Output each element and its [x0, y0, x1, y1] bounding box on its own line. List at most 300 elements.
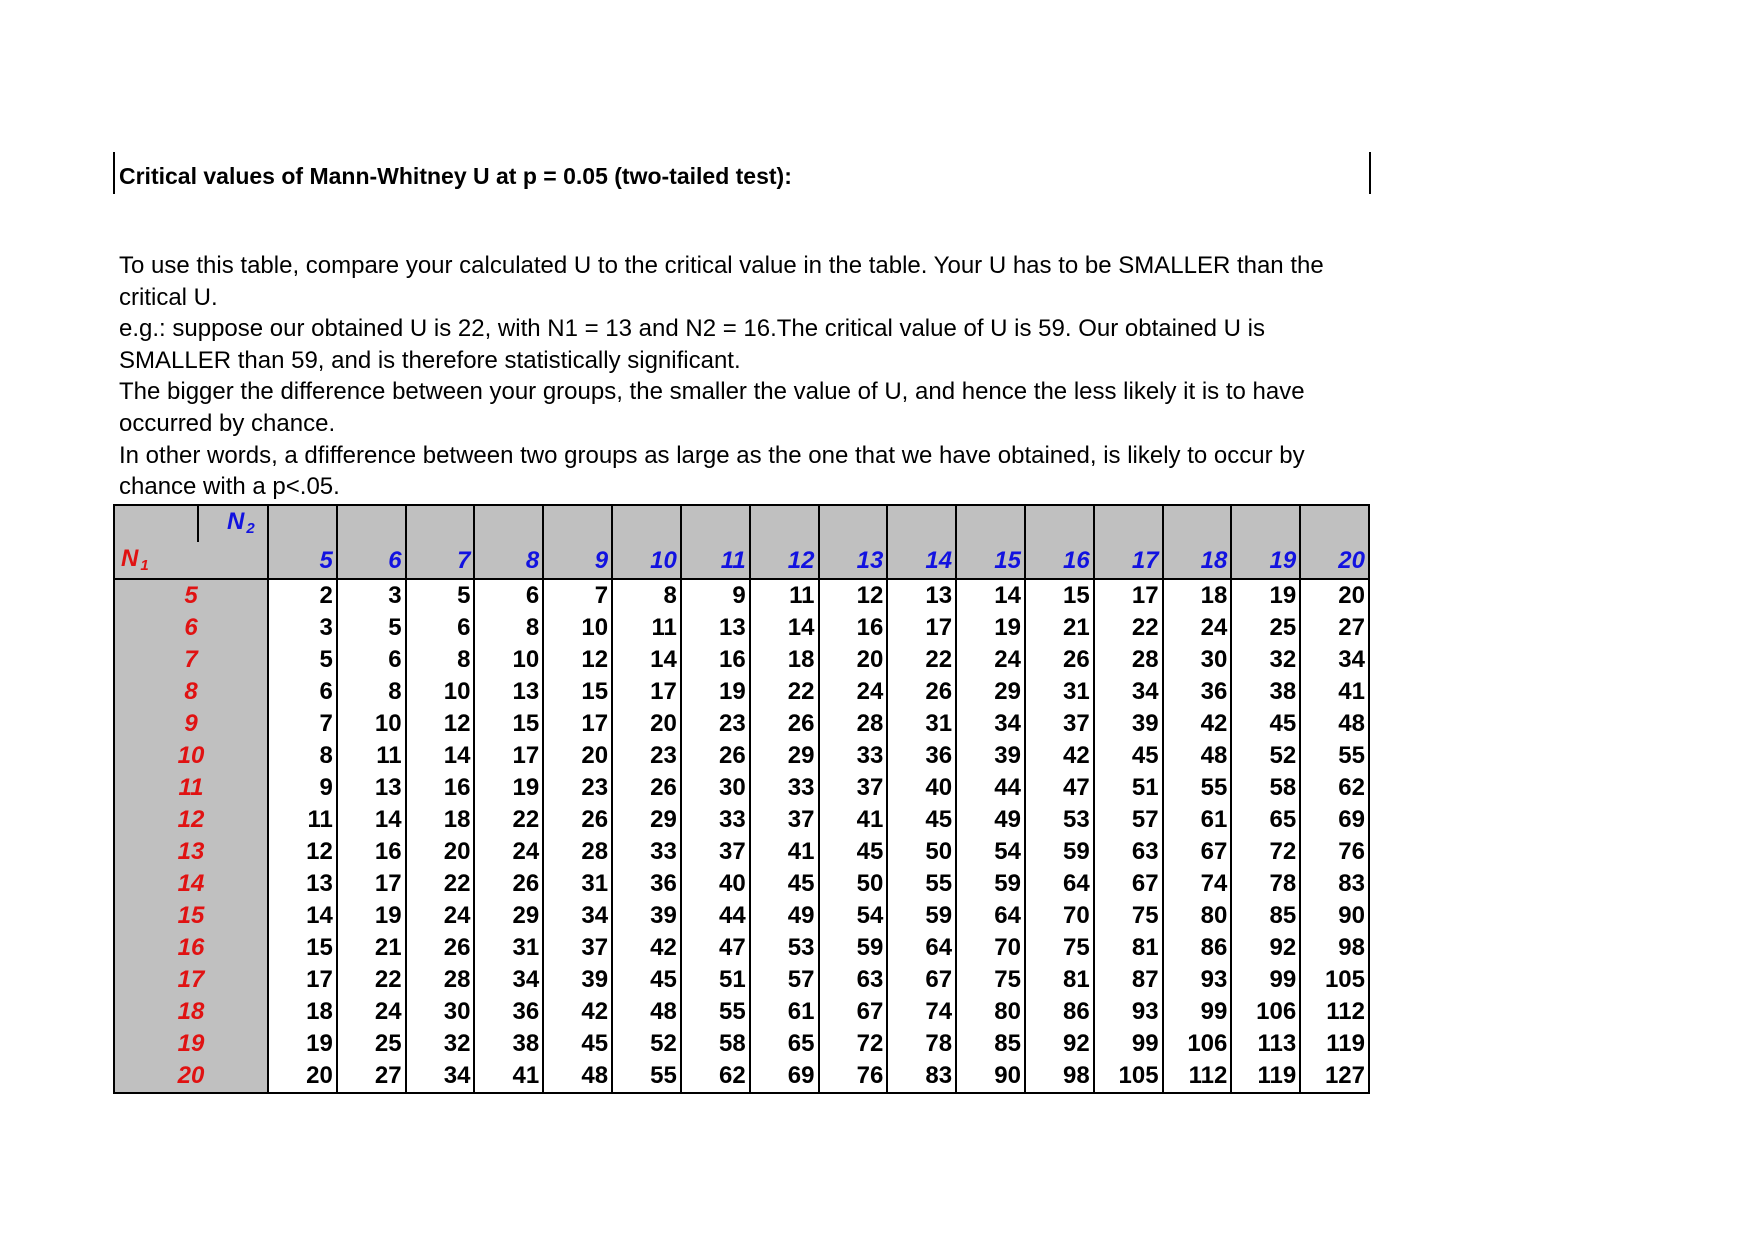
critical-value-cell: 31 — [474, 932, 543, 964]
critical-value-cell: 69 — [750, 1060, 819, 1093]
critical-value-cell: 8 — [337, 676, 406, 708]
critical-value-cell: 45 — [750, 868, 819, 900]
critical-value-cell: 48 — [543, 1060, 612, 1093]
critical-value-cell: 80 — [956, 996, 1025, 1028]
critical-value-cell: 7 — [543, 579, 612, 612]
critical-value-cell: 93 — [1094, 996, 1163, 1028]
critical-value-cell: 54 — [956, 836, 1025, 868]
column-header-n2: 18 — [1163, 505, 1232, 579]
critical-value-cell: 106 — [1231, 996, 1300, 1028]
table-row — [114, 644, 1369, 676]
critical-value-cell: 54 — [819, 900, 888, 932]
critical-value-cell: 44 — [681, 900, 750, 932]
critical-values-table — [113, 504, 1370, 1094]
critical-value-cell: 86 — [1163, 932, 1232, 964]
critical-value-cell: 59 — [819, 932, 888, 964]
critical-value-cell: 31 — [543, 868, 612, 900]
critical-value-cell: 5 — [337, 612, 406, 644]
critical-value-cell: 18 — [750, 644, 819, 676]
critical-value-cell: 112 — [1163, 1060, 1232, 1093]
row-header-n1: 5 — [114, 579, 268, 612]
critical-value-cell: 119 — [1231, 1060, 1300, 1093]
critical-value-cell: 15 — [543, 676, 612, 708]
critical-value-cell: 119 — [1300, 1028, 1369, 1060]
row-header-n1: 13 — [114, 836, 268, 868]
critical-value-cell: 34 — [956, 708, 1025, 740]
critical-value-cell: 23 — [681, 708, 750, 740]
critical-value-cell: 52 — [612, 1028, 681, 1060]
critical-value-cell: 65 — [750, 1028, 819, 1060]
critical-value-cell: 11 — [750, 579, 819, 612]
critical-value-cell: 90 — [956, 1060, 1025, 1093]
critical-value-cell: 63 — [1094, 836, 1163, 868]
critical-value-cell: 31 — [887, 708, 956, 740]
table-row — [114, 1028, 1369, 1060]
column-header-n2: 16 — [1025, 505, 1094, 579]
critical-value-cell: 26 — [474, 868, 543, 900]
critical-value-cell: 18 — [1163, 579, 1232, 612]
critical-value-cell: 26 — [543, 804, 612, 836]
critical-value-cell: 14 — [268, 900, 337, 932]
critical-value-cell: 10 — [474, 644, 543, 676]
critical-value-cell: 22 — [337, 964, 406, 996]
critical-value-cell: 59 — [1025, 836, 1094, 868]
critical-value-cell: 30 — [1163, 644, 1232, 676]
critical-value-cell: 14 — [406, 740, 475, 772]
critical-value-cell: 41 — [1300, 676, 1369, 708]
page-title: Critical values of Mann-Whitney U at p = 0.05 (two-tailed test): — [119, 163, 792, 189]
table-row — [114, 996, 1369, 1028]
critical-value-cell: 24 — [956, 644, 1025, 676]
critical-value-cell: 42 — [612, 932, 681, 964]
critical-value-cell: 62 — [681, 1060, 750, 1093]
critical-value-cell: 127 — [1300, 1060, 1369, 1093]
critical-value-cell: 67 — [887, 964, 956, 996]
row-header-n1: 19 — [114, 1028, 268, 1060]
critical-value-cell: 26 — [1025, 644, 1094, 676]
critical-value-cell: 98 — [1300, 932, 1369, 964]
critical-value-cell: 41 — [750, 836, 819, 868]
table-row — [114, 836, 1369, 868]
critical-value-cell: 67 — [1094, 868, 1163, 900]
critical-value-cell: 25 — [1231, 612, 1300, 644]
critical-value-cell: 28 — [543, 836, 612, 868]
critical-value-cell: 75 — [956, 964, 1025, 996]
critical-value-cell: 55 — [887, 868, 956, 900]
row-header-n1: 20 — [114, 1060, 268, 1093]
critical-value-cell: 72 — [1231, 836, 1300, 868]
critical-value-cell: 70 — [956, 932, 1025, 964]
critical-value-cell: 9 — [268, 772, 337, 804]
critical-value-cell: 32 — [1231, 644, 1300, 676]
critical-value-cell: 19 — [474, 772, 543, 804]
critical-value-cell: 17 — [543, 708, 612, 740]
critical-value-cell: 24 — [337, 996, 406, 1028]
critical-value-cell: 24 — [1163, 612, 1232, 644]
critical-value-cell: 42 — [1163, 708, 1232, 740]
row-header-n1: 9 — [114, 708, 268, 740]
critical-value-cell: 39 — [543, 964, 612, 996]
critical-value-cell: 85 — [1231, 900, 1300, 932]
critical-value-cell: 12 — [543, 644, 612, 676]
critical-value-cell: 15 — [474, 708, 543, 740]
critical-value-cell: 47 — [1025, 772, 1094, 804]
critical-value-cell: 30 — [406, 996, 475, 1028]
critical-value-cell: 33 — [612, 836, 681, 868]
instruction-paragraph: The bigger the difference between your groups, the smaller the value of U, and hence the less likely it is to have occurred by chance. — [119, 378, 1305, 437]
critical-value-cell: 17 — [474, 740, 543, 772]
critical-value-cell: 86 — [1025, 996, 1094, 1028]
column-header-n2: 13 — [819, 505, 888, 579]
critical-value-cell: 45 — [819, 836, 888, 868]
critical-value-cell: 75 — [1025, 932, 1094, 964]
critical-value-cell: 65 — [1231, 804, 1300, 836]
critical-value-cell: 29 — [612, 804, 681, 836]
critical-value-cell: 50 — [887, 836, 956, 868]
critical-value-cell: 8 — [474, 612, 543, 644]
critical-value-cell: 92 — [1025, 1028, 1094, 1060]
critical-value-cell: 17 — [337, 868, 406, 900]
critical-value-cell: 53 — [750, 932, 819, 964]
critical-value-cell: 12 — [268, 836, 337, 868]
instruction-paragraph: To use this table, compare your calculated U to the critical value in the table. Your U has to be SMALLER than the critical U. — [119, 252, 1324, 311]
critical-value-cell: 22 — [750, 676, 819, 708]
critical-value-cell: 83 — [887, 1060, 956, 1093]
critical-value-cell: 9 — [681, 579, 750, 612]
critical-value-cell: 83 — [1300, 868, 1369, 900]
critical-value-cell: 55 — [1163, 772, 1232, 804]
instruction-paragraph: e.g.: suppose our obtained U is 22, with N1 = 13 and N2 = 16.The critical value of U is 59. Our obtained U is SMALLER than 59, and is therefore statistically significant. — [119, 315, 1265, 374]
critical-value-cell: 75 — [1094, 900, 1163, 932]
table-row — [114, 708, 1369, 740]
critical-value-cell: 39 — [1094, 708, 1163, 740]
table-row — [114, 772, 1369, 804]
critical-value-cell: 19 — [1231, 579, 1300, 612]
critical-value-cell: 17 — [612, 676, 681, 708]
critical-value-cell: 61 — [750, 996, 819, 1028]
critical-value-cell: 64 — [1025, 868, 1094, 900]
critical-value-cell: 20 — [819, 644, 888, 676]
critical-value-cell: 28 — [1094, 644, 1163, 676]
critical-values-table-container — [113, 504, 1370, 1090]
critical-value-cell: 59 — [956, 868, 1025, 900]
row-header-n1: 8 — [114, 676, 268, 708]
critical-value-cell: 64 — [956, 900, 1025, 932]
table-body — [114, 579, 1369, 1093]
critical-value-cell: 57 — [1094, 804, 1163, 836]
n2-axis-subscript: 2 — [246, 520, 255, 537]
critical-value-cell: 11 — [612, 612, 681, 644]
critical-value-cell: 27 — [1300, 612, 1369, 644]
n1-axis-label — [121, 547, 149, 573]
critical-value-cell: 20 — [268, 1060, 337, 1093]
critical-value-cell: 37 — [681, 836, 750, 868]
column-header-n2: 6 — [337, 505, 406, 579]
column-header-n2: 20 — [1300, 505, 1369, 579]
critical-value-cell: 6 — [474, 579, 543, 612]
critical-value-cell: 31 — [1025, 676, 1094, 708]
table-row — [114, 1060, 1369, 1093]
row-header-n1: 14 — [114, 868, 268, 900]
critical-value-cell: 81 — [1094, 932, 1163, 964]
column-header-n2: 8 — [474, 505, 543, 579]
critical-value-cell: 10 — [543, 612, 612, 644]
critical-value-cell: 55 — [681, 996, 750, 1028]
critical-value-cell: 36 — [612, 868, 681, 900]
critical-value-cell: 20 — [1300, 579, 1369, 612]
critical-value-cell: 80 — [1163, 900, 1232, 932]
critical-value-cell: 40 — [681, 868, 750, 900]
critical-value-cell: 11 — [268, 804, 337, 836]
critical-value-cell: 18 — [406, 804, 475, 836]
critical-value-cell: 3 — [268, 612, 337, 644]
critical-value-cell: 67 — [1163, 836, 1232, 868]
critical-value-cell: 19 — [268, 1028, 337, 1060]
critical-value-cell: 12 — [819, 579, 888, 612]
critical-value-cell: 99 — [1231, 964, 1300, 996]
column-header-n2: 17 — [1094, 505, 1163, 579]
row-header-n1: 7 — [114, 644, 268, 676]
table-row — [114, 740, 1369, 772]
critical-value-cell: 51 — [681, 964, 750, 996]
critical-value-cell: 113 — [1231, 1028, 1300, 1060]
critical-value-cell: 36 — [887, 740, 956, 772]
critical-value-cell: 22 — [887, 644, 956, 676]
critical-value-cell: 22 — [474, 804, 543, 836]
critical-value-cell: 22 — [406, 868, 475, 900]
table-row — [114, 612, 1369, 644]
critical-value-cell: 36 — [474, 996, 543, 1028]
critical-value-cell: 48 — [1163, 740, 1232, 772]
critical-value-cell: 5 — [268, 644, 337, 676]
column-header-n2: 11 — [681, 505, 750, 579]
critical-value-cell: 37 — [750, 804, 819, 836]
critical-value-cell: 13 — [337, 772, 406, 804]
critical-value-cell: 58 — [681, 1028, 750, 1060]
table-corner-cell — [114, 505, 268, 579]
critical-value-cell: 7 — [268, 708, 337, 740]
critical-value-cell: 21 — [1025, 612, 1094, 644]
critical-value-cell: 49 — [956, 804, 1025, 836]
critical-value-cell: 45 — [887, 804, 956, 836]
critical-value-cell: 17 — [268, 964, 337, 996]
column-header-n2: 14 — [887, 505, 956, 579]
critical-value-cell: 63 — [819, 964, 888, 996]
critical-value-cell: 16 — [681, 644, 750, 676]
critical-value-cell: 50 — [819, 868, 888, 900]
critical-value-cell: 36 — [1163, 676, 1232, 708]
critical-value-cell: 48 — [612, 996, 681, 1028]
critical-value-cell: 78 — [1231, 868, 1300, 900]
critical-value-cell: 2 — [268, 579, 337, 612]
critical-value-cell: 39 — [612, 900, 681, 932]
critical-value-cell: 87 — [1094, 964, 1163, 996]
table-row — [114, 868, 1369, 900]
critical-value-cell: 8 — [268, 740, 337, 772]
column-header-n2: 5 — [268, 505, 337, 579]
critical-value-cell: 30 — [681, 772, 750, 804]
critical-value-cell: 41 — [819, 804, 888, 836]
critical-value-cell: 23 — [612, 740, 681, 772]
critical-value-cell: 13 — [681, 612, 750, 644]
instructions — [119, 250, 1374, 503]
critical-value-cell: 10 — [406, 676, 475, 708]
critical-value-cell: 59 — [887, 900, 956, 932]
row-header-n1: 17 — [114, 964, 268, 996]
critical-value-cell: 14 — [750, 612, 819, 644]
right-margin-bar — [1369, 152, 1371, 194]
critical-value-cell: 16 — [819, 612, 888, 644]
row-header-n1: 12 — [114, 804, 268, 836]
critical-value-cell: 45 — [1094, 740, 1163, 772]
table-row — [114, 900, 1369, 932]
critical-value-cell: 39 — [956, 740, 1025, 772]
row-header-n1: 18 — [114, 996, 268, 1028]
column-header-n2: 9 — [543, 505, 612, 579]
critical-value-cell: 38 — [1231, 676, 1300, 708]
critical-value-cell: 34 — [474, 964, 543, 996]
critical-value-cell: 34 — [543, 900, 612, 932]
critical-value-cell: 105 — [1300, 964, 1369, 996]
table-row — [114, 804, 1369, 836]
critical-value-cell: 38 — [474, 1028, 543, 1060]
critical-value-cell: 34 — [1300, 644, 1369, 676]
critical-value-cell: 72 — [819, 1028, 888, 1060]
n2-axis-letter: N — [227, 508, 245, 535]
critical-value-cell: 26 — [887, 676, 956, 708]
table-row — [114, 932, 1369, 964]
critical-value-cell: 14 — [337, 804, 406, 836]
row-header-n1: 15 — [114, 900, 268, 932]
critical-value-cell: 51 — [1094, 772, 1163, 804]
critical-value-cell: 33 — [819, 740, 888, 772]
critical-value-cell: 70 — [1025, 900, 1094, 932]
row-header-n1: 16 — [114, 932, 268, 964]
critical-value-cell: 16 — [406, 772, 475, 804]
critical-value-cell: 37 — [1025, 708, 1094, 740]
critical-value-cell: 10 — [337, 708, 406, 740]
column-header-n2: 7 — [406, 505, 475, 579]
critical-value-cell: 67 — [819, 996, 888, 1028]
critical-value-cell: 112 — [1300, 996, 1369, 1028]
critical-value-cell: 42 — [543, 996, 612, 1028]
critical-value-cell: 49 — [750, 900, 819, 932]
critical-value-cell: 92 — [1231, 932, 1300, 964]
critical-value-cell: 37 — [819, 772, 888, 804]
critical-value-cell: 15 — [268, 932, 337, 964]
critical-value-cell: 55 — [612, 1060, 681, 1093]
critical-value-cell: 42 — [1025, 740, 1094, 772]
critical-value-cell: 62 — [1300, 772, 1369, 804]
critical-value-cell: 19 — [337, 900, 406, 932]
critical-value-cell: 32 — [406, 1028, 475, 1060]
left-margin-bar — [113, 152, 115, 194]
critical-value-cell: 45 — [543, 1028, 612, 1060]
critical-value-cell: 64 — [887, 932, 956, 964]
critical-value-cell: 61 — [1163, 804, 1232, 836]
critical-value-cell: 29 — [956, 676, 1025, 708]
critical-value-cell: 53 — [1025, 804, 1094, 836]
critical-value-cell: 57 — [750, 964, 819, 996]
critical-value-cell: 23 — [543, 772, 612, 804]
row-header-n1: 11 — [114, 772, 268, 804]
critical-value-cell: 99 — [1094, 1028, 1163, 1060]
critical-value-cell: 78 — [887, 1028, 956, 1060]
critical-value-cell: 15 — [1025, 579, 1094, 612]
critical-value-cell: 90 — [1300, 900, 1369, 932]
critical-value-cell: 19 — [681, 676, 750, 708]
critical-value-cell: 58 — [1231, 772, 1300, 804]
critical-value-cell: 37 — [543, 932, 612, 964]
critical-value-cell: 29 — [750, 740, 819, 772]
critical-value-cell: 99 — [1163, 996, 1232, 1028]
critical-value-cell: 52 — [1231, 740, 1300, 772]
table-row — [114, 676, 1369, 708]
critical-value-cell: 14 — [956, 579, 1025, 612]
critical-value-cell: 45 — [612, 964, 681, 996]
critical-value-cell: 48 — [1300, 708, 1369, 740]
critical-value-cell: 6 — [337, 644, 406, 676]
critical-value-cell: 19 — [956, 612, 1025, 644]
critical-value-cell: 45 — [1231, 708, 1300, 740]
column-header-n2: 12 — [750, 505, 819, 579]
row-header-n1: 6 — [114, 612, 268, 644]
critical-value-cell: 21 — [337, 932, 406, 964]
critical-value-cell: 76 — [1300, 836, 1369, 868]
critical-value-cell: 13 — [474, 676, 543, 708]
critical-value-cell: 3 — [337, 579, 406, 612]
critical-value-cell: 33 — [750, 772, 819, 804]
column-header-n2: 19 — [1231, 505, 1300, 579]
table-row — [114, 964, 1369, 996]
critical-value-cell: 105 — [1094, 1060, 1163, 1093]
row-header-n1: 10 — [114, 740, 268, 772]
critical-value-cell: 74 — [887, 996, 956, 1028]
corner-divider — [197, 506, 199, 542]
critical-value-cell: 8 — [612, 579, 681, 612]
critical-value-cell: 106 — [1163, 1028, 1232, 1060]
column-header-row — [114, 505, 1369, 579]
critical-value-cell: 33 — [681, 804, 750, 836]
critical-value-cell: 74 — [1163, 868, 1232, 900]
n1-axis-letter: N — [121, 545, 139, 572]
critical-value-cell: 22 — [1094, 612, 1163, 644]
critical-value-cell: 20 — [406, 836, 475, 868]
critical-value-cell: 40 — [887, 772, 956, 804]
critical-value-cell: 26 — [612, 772, 681, 804]
critical-value-cell: 16 — [337, 836, 406, 868]
critical-value-cell: 34 — [1094, 676, 1163, 708]
instruction-paragraph: In other words, a dfifference between two groups as large as the one that we have obtained, is likely to occur by chance with a p<.05. — [119, 441, 1305, 501]
critical-value-cell: 44 — [956, 772, 1025, 804]
critical-value-cell: 6 — [406, 612, 475, 644]
critical-value-cell: 26 — [406, 932, 475, 964]
critical-value-cell: 13 — [887, 579, 956, 612]
critical-value-cell: 28 — [406, 964, 475, 996]
critical-value-cell: 41 — [474, 1060, 543, 1093]
critical-value-cell: 8 — [406, 644, 475, 676]
critical-value-cell: 47 — [681, 932, 750, 964]
critical-value-cell: 24 — [819, 676, 888, 708]
column-header-n2: 10 — [612, 505, 681, 579]
critical-value-cell: 81 — [1025, 964, 1094, 996]
critical-value-cell: 14 — [612, 644, 681, 676]
critical-value-cell: 26 — [681, 740, 750, 772]
n2-axis-label — [227, 510, 255, 536]
critical-value-cell: 93 — [1163, 964, 1232, 996]
critical-value-cell: 28 — [819, 708, 888, 740]
critical-value-cell: 12 — [406, 708, 475, 740]
